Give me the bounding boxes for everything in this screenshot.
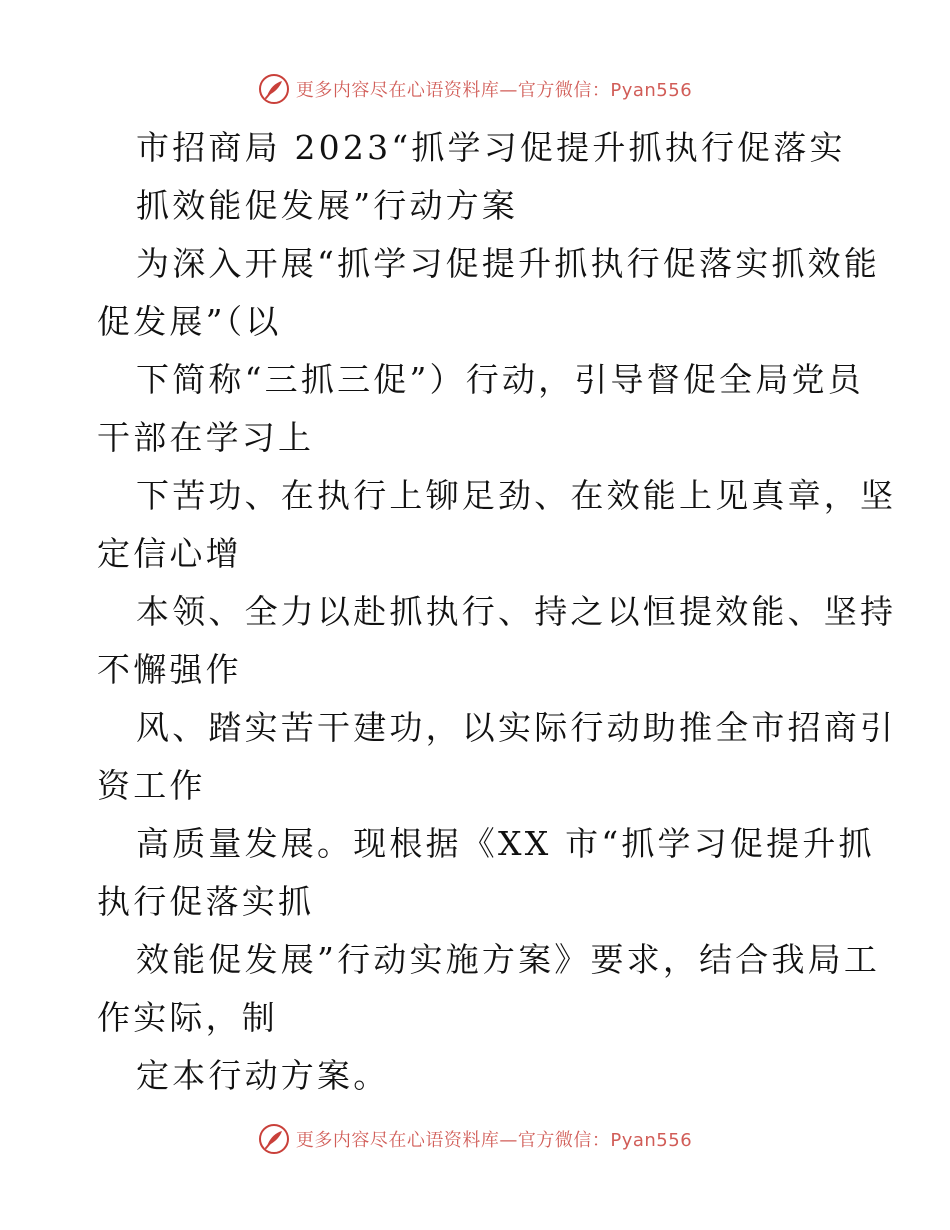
feather-pen-icon	[258, 73, 290, 105]
paragraph-line: 干部在学习上	[97, 418, 315, 457]
feather-pen-icon	[258, 1123, 290, 1155]
footer-watermark	[0, 1122, 950, 1156]
watermark-text: 更多内容尽在心语资料库—官方微信：Pyan556	[295, 80, 693, 101]
paragraph-line: 为深入开展“抓学习促提升抓执行促落实抓效能	[136, 244, 881, 283]
paragraph-line: 定信心增	[97, 534, 242, 573]
paragraph-line: 下简称“三抓三促”）行动，引导督促全局党员	[136, 360, 864, 399]
document-title-line: 抓效能促发展”行动方案	[136, 186, 519, 225]
paragraph-line: 促发展”（以	[97, 302, 282, 341]
paragraph-line: 下苦功、在执行上铆足劲、在效能上见真章，坚	[136, 476, 897, 515]
paragraph-line: 本领、全力以赴抓执行、持之以恒提效能、坚持	[136, 592, 897, 631]
paragraph-line: 效能促发展”行动实施方案》要求，结合我局工	[136, 940, 881, 979]
header-watermark	[0, 72, 950, 106]
paragraph-line: 定本行动方案。	[136, 1056, 390, 1095]
paragraph-line: 不懈强作	[97, 650, 242, 689]
paragraph-line: 执行促落实抓	[97, 882, 315, 921]
paragraph-line: 风、踏实苦干建功，以实际行动助推全市招商引	[136, 708, 897, 747]
watermark-text: 更多内容尽在心语资料库—官方微信：Pyan556	[295, 1130, 693, 1151]
paragraph-line: 高质量发展。现根据《XX 市“抓学习促提升抓	[136, 824, 875, 863]
paragraph-line: 作实际，制	[97, 998, 278, 1037]
paragraph-line: 资工作	[97, 766, 206, 805]
document-title-line: 市招商局 2023“抓学习促提升抓执行促落实	[136, 128, 846, 167]
